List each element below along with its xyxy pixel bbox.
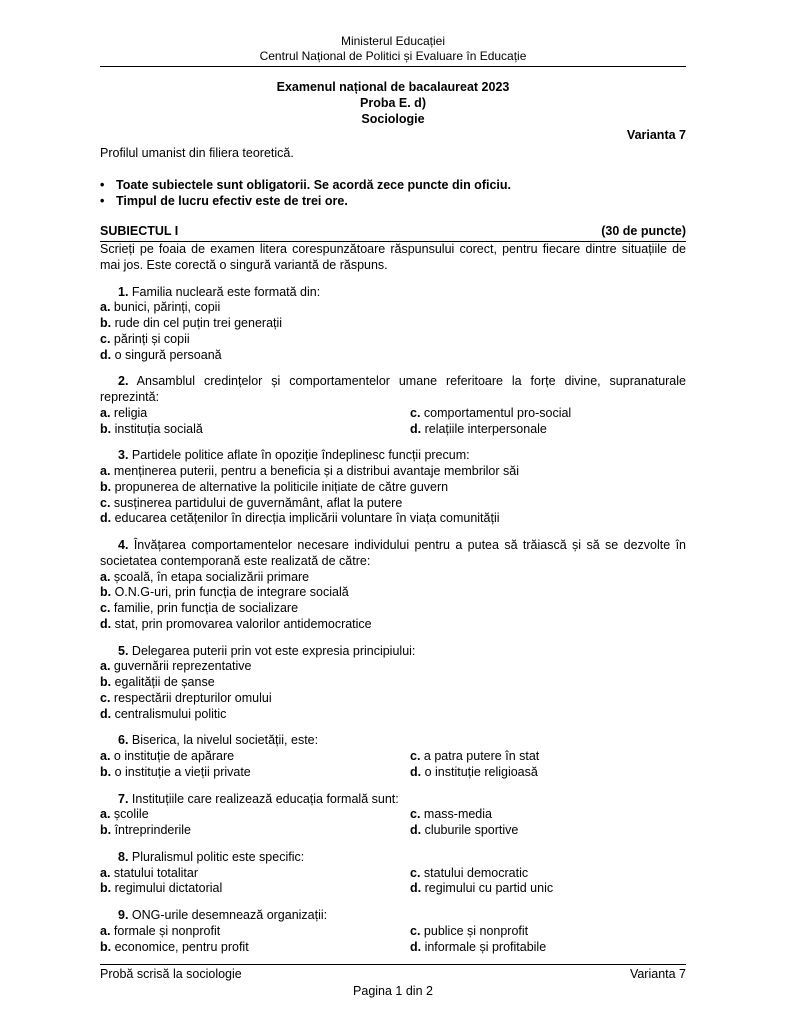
question-2 <box>100 374 686 437</box>
option-d: d. regimului cu partid unic <box>410 881 554 896</box>
option-d: d. relațiile interpersonale <box>410 421 547 436</box>
option-a: a. statului totalitar <box>100 865 198 880</box>
option-letter: b. <box>100 881 112 896</box>
option-letter: d. <box>100 511 112 526</box>
subject-instructions: Scrieți pe foaia de examen litera corespunzătoare răspunsului corect, pentru fiecare dintre situațiile de mai jos. Este corectă o singură variantă de răspuns. <box>100 242 686 272</box>
ministry-header <box>100 34 686 67</box>
question-number: 5. <box>118 643 129 658</box>
option-a: a. școlile <box>100 807 149 822</box>
options <box>100 749 686 781</box>
option-letter: b. <box>100 764 112 779</box>
rules-list <box>100 178 686 210</box>
question-4 <box>100 538 686 633</box>
option-c: c. publice și nonprofit <box>410 923 529 938</box>
ministry-line2: Centrul Național de Politici și Evaluare în Educație <box>259 49 527 63</box>
question-number: 4. <box>118 538 129 552</box>
question-text: 6. Biserica, la nivelul societății, este: <box>118 733 319 748</box>
option-letter: b. <box>100 316 112 330</box>
bullet-icon: • <box>100 177 105 192</box>
page-number: Pagina 1 din 2 <box>353 984 433 999</box>
option-d: d. o singură persoană <box>100 347 222 362</box>
question-text: 7. Instituțiile care realizează educația formală sunt: <box>118 791 399 806</box>
question-text: 2. Ansamblul credințelor și comportamentelor umane referitoare la forțe divine, supranaturale reprezintă: <box>100 374 686 404</box>
option-letter: d. <box>410 764 422 779</box>
option-c: c. părinți și copii <box>100 331 190 346</box>
option-b: b. rude din cel puțin trei generații <box>100 316 283 330</box>
option-letter: a. <box>100 865 111 880</box>
page-footer <box>100 964 686 1001</box>
exam-title: Examenul național de bacalaureat 2023 <box>276 80 510 94</box>
option-d: d. centralismului politic <box>100 706 227 721</box>
question-text: 5. Delegarea puterii prin vot este expresia principiului: <box>118 643 416 658</box>
options <box>100 570 686 633</box>
option-letter: c. <box>410 923 421 938</box>
rule-text-2: Timpul de lucru efectiv este de trei ore. <box>116 193 348 208</box>
option-letter: a. <box>100 464 111 478</box>
question-number: 3. <box>118 448 129 463</box>
option-letter: d. <box>100 706 112 721</box>
footer-row <box>100 965 686 983</box>
option-letter: c. <box>410 807 421 822</box>
subject-heading-row <box>100 224 686 242</box>
variant-label-top: Varianta 7 <box>626 128 686 143</box>
option-a: a. bunici, părinți, copii <box>100 300 221 315</box>
ministry-line1: Ministerul Educației <box>340 34 446 48</box>
option-letter: c. <box>410 749 421 763</box>
option-letter: d. <box>410 421 422 436</box>
question-text: 9. ONG-urile desemnează organizații: <box>118 908 328 922</box>
option-b: b. O.N.G-uri, prin funcția de integrare socială <box>100 585 349 600</box>
option-d: d. cluburile sportive <box>410 823 519 837</box>
question-text: 3. Partidele politice aflate în opoziție îndeplinesc funcții precum: <box>118 448 470 463</box>
option-d: d. o instituție religioasă <box>410 764 538 779</box>
option-letter: c. <box>100 690 111 705</box>
question-number: 6. <box>118 733 129 748</box>
option-c: c. respectării drepturilor omului <box>100 690 272 705</box>
option-b: b. întreprinderile <box>100 823 192 837</box>
exam-proba: Proba E. d) <box>360 95 426 110</box>
option-letter: b. <box>100 939 112 954</box>
questions-container <box>100 285 686 956</box>
option-b: b. o instituție a vieții private <box>100 764 251 779</box>
option-d: d. stat, prin promovarea valorilor antidemocratice <box>100 616 372 631</box>
question-6 <box>100 733 686 780</box>
rule-text-1: Toate subiectele sunt obligatorii. Se acordă zece puncte din oficiu. <box>116 177 511 192</box>
option-letter: b. <box>100 585 112 600</box>
options <box>100 406 686 438</box>
exam-title-block <box>100 80 686 127</box>
option-d: d. informale și profitabile <box>410 939 547 954</box>
option-d: d. educarea cetățenilor în direcția implicării voluntare în viața comunității <box>100 511 500 526</box>
question-3 <box>100 448 686 527</box>
variant-label-bottom: Varianta 7 <box>629 966 686 981</box>
question-9 <box>100 908 686 955</box>
option-c: c. susținerea partidului de guvernământ, aflat la putere <box>100 495 403 510</box>
option-letter: a. <box>100 749 111 763</box>
option-letter: b. <box>100 823 112 837</box>
question-1 <box>100 285 686 364</box>
option-letter: c. <box>100 601 111 615</box>
option-letter: a. <box>100 923 111 938</box>
options <box>100 659 686 722</box>
option-letter: b. <box>100 675 112 689</box>
option-a: a. religia <box>100 405 148 420</box>
footer-left: Probă scrisă la sociologie <box>100 966 242 981</box>
question-7 <box>100 792 686 839</box>
option-c: c. a patra putere în stat <box>410 749 540 763</box>
profile-line: Profilul umanist din filiera teoretică. <box>100 146 294 160</box>
option-b: b. egalității de șanse <box>100 675 215 689</box>
option-letter: d. <box>410 881 422 896</box>
option-a: a. guvernării reprezentative <box>100 659 252 674</box>
option-letter: d. <box>410 823 422 837</box>
question-text: 4. Învățarea comportamentelor necesare individului pentru a putea să trăiască și să se dezvolte în societatea contemporană este realizată de către: <box>100 538 686 568</box>
option-c: c. familie, prin funcția de socializare <box>100 601 299 615</box>
option-a: a. formale și nonprofit <box>100 923 221 938</box>
option-letter: a. <box>100 569 111 584</box>
option-a: a. școală, în etapa socializării primare <box>100 569 310 584</box>
option-c: c. statului democratic <box>410 865 529 880</box>
bullet-icon: • <box>100 193 105 208</box>
question-number: 2. <box>118 374 129 389</box>
options <box>100 807 686 839</box>
question-text: 8. Pluralismul politic este specific: <box>118 849 305 864</box>
question-number: 1. <box>118 284 129 299</box>
exam-subject-name: Sociologie <box>361 111 425 126</box>
option-a: a. o instituție de apărare <box>100 749 235 763</box>
options <box>100 924 686 956</box>
option-letter: c. <box>410 865 421 880</box>
option-letter: d. <box>100 347 112 362</box>
option-b: b. economice, pentru profit <box>100 939 249 954</box>
subject-points: (30 de puncte) <box>601 224 686 239</box>
rule-item-1 <box>100 178 686 194</box>
option-letter: a. <box>100 405 111 420</box>
question-5 <box>100 644 686 723</box>
option-letter: d. <box>410 939 422 954</box>
subject-title: SUBIECTUL I <box>100 224 179 239</box>
question-text: 1. Familia nucleară este formată din: <box>118 284 321 299</box>
option-letter: d. <box>100 616 112 631</box>
question-number: 9. <box>118 908 129 922</box>
option-letter: a. <box>100 300 111 315</box>
option-c: c. mass-media <box>410 807 492 822</box>
option-a: a. menținerea puterii, pentru a beneficia și a distribui avantaje membrilor săi <box>100 464 519 478</box>
option-letter: a. <box>100 807 111 822</box>
option-b: b. regimului dictatorial <box>100 881 223 896</box>
options <box>100 300 686 363</box>
option-letter: b. <box>100 421 112 436</box>
option-letter: c. <box>100 495 111 510</box>
question-number: 7. <box>118 791 129 806</box>
rule-item-2 <box>100 194 686 210</box>
option-b: b. propunerea de alternative la politicile inițiate de către guvern <box>100 479 449 494</box>
question-8 <box>100 850 686 897</box>
option-letter: c. <box>410 405 421 420</box>
option-letter: b. <box>100 479 112 494</box>
options <box>100 866 686 898</box>
option-b: b. instituția socială <box>100 421 203 436</box>
question-number: 8. <box>118 849 129 864</box>
options <box>100 464 686 527</box>
option-letter: c. <box>100 331 111 346</box>
option-letter: a. <box>100 659 111 674</box>
option-c: c. comportamentul pro-social <box>410 405 572 420</box>
